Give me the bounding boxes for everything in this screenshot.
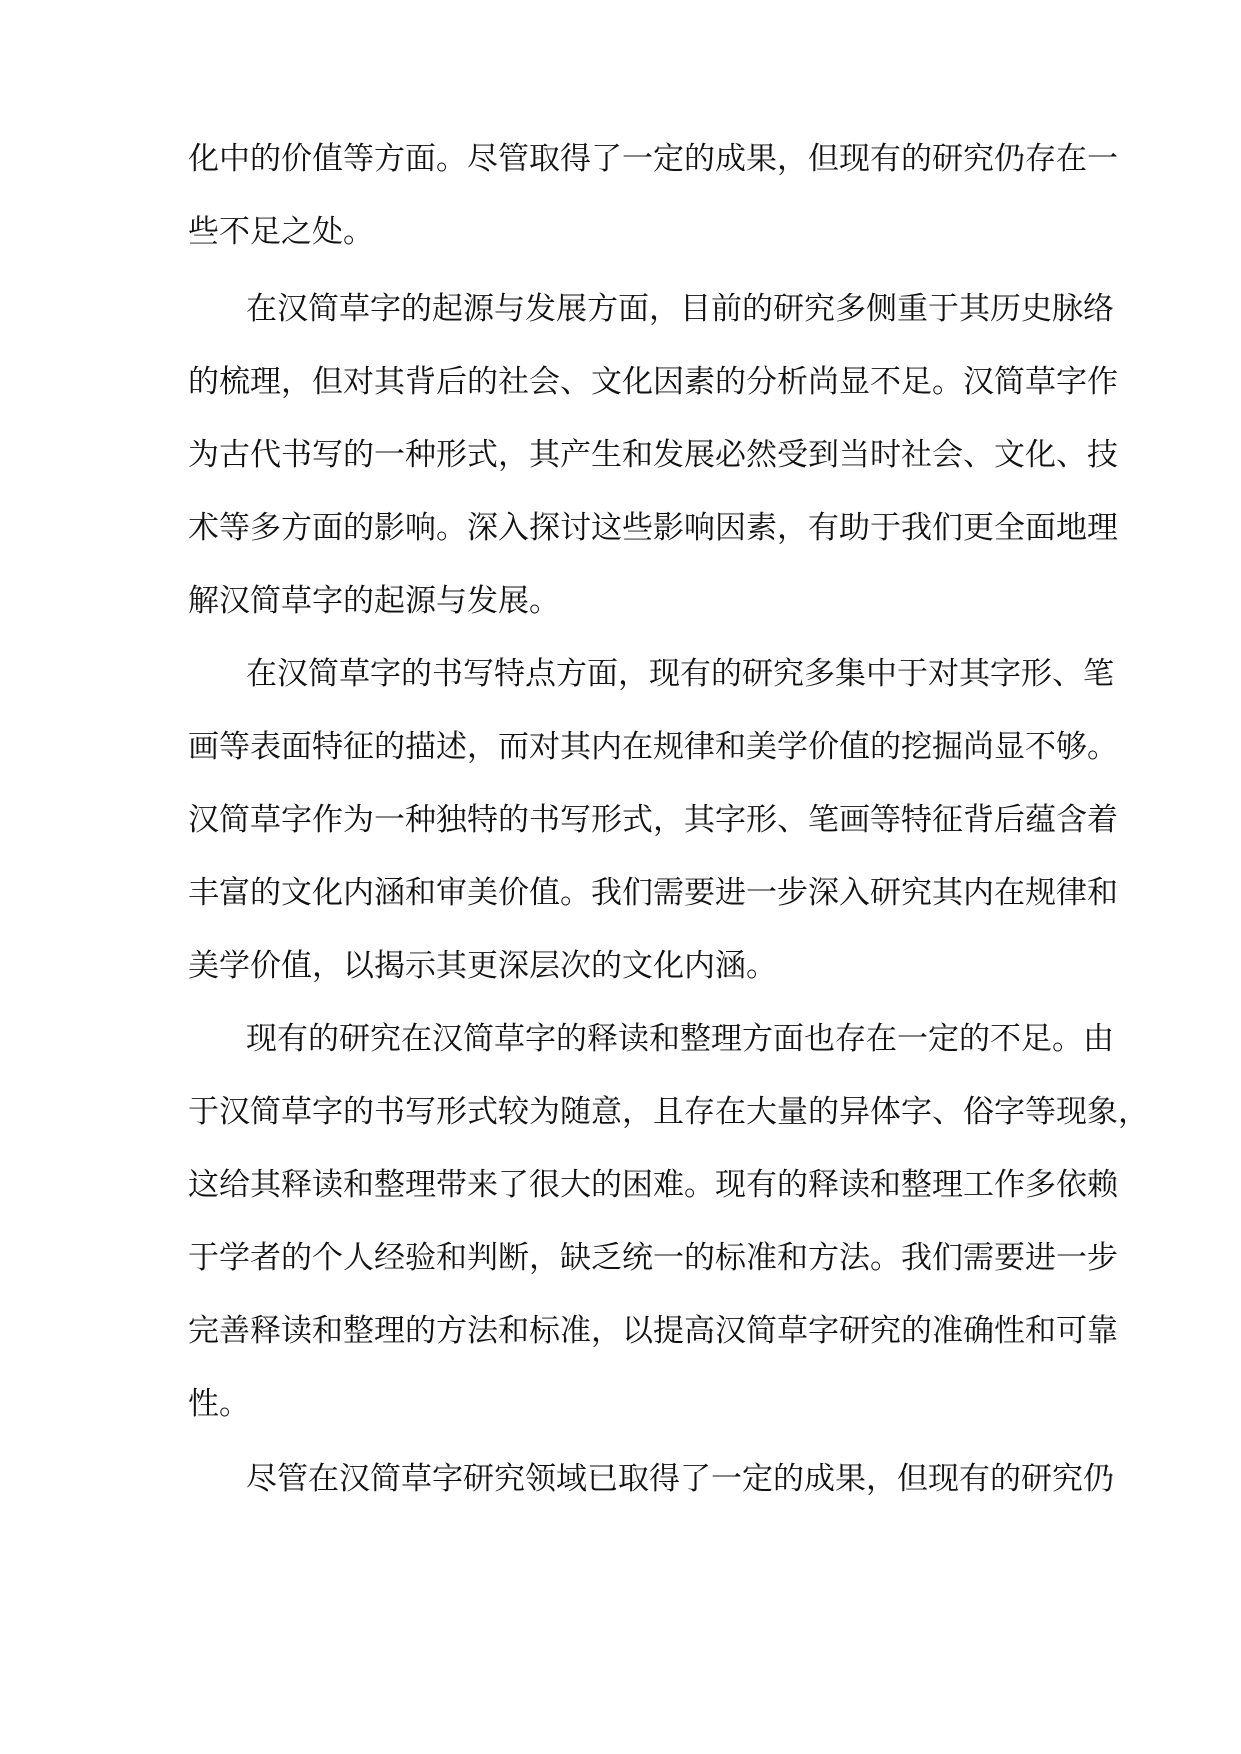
paragraph-first-line: 现有的研究在汉简草字的释读和整理方面也存在一定的不足。由 [246, 1021, 1114, 1057]
text-line: 的梳理，但对其背后的社会、文化因素的分析尚显不足。汉简草字作 [188, 364, 1118, 400]
paragraph-first-line: 在汉简草字的起源与发展方面，目前的研究多侧重于其历史脉络 [246, 291, 1114, 327]
text-line: 化中的价值等方面。尽管取得了一定的成果，但现有的研究仍存在一 [188, 141, 1118, 177]
text-line: 为古代书写的一种形式，其产生和发展必然受到当时社会、文化、技 [188, 437, 1118, 473]
text-line: 性。 [188, 1386, 250, 1422]
text-line: 丰富的文化内涵和审美价值。我们需要进一步深入研究其内在规律和 [188, 875, 1118, 911]
text-line: 画等表面特征的描述，而对其内在规律和美学价值的挖掘尚显不够。 [188, 729, 1118, 765]
text-line: 于汉简草字的书写形式较为随意，且存在大量的异体字、俗字等现象， [188, 1094, 1149, 1130]
text-line: 术等多方面的影响。深入探讨这些影响因素，有助于我们更全面地理 [188, 510, 1118, 546]
text-line: 完善释读和整理的方法和标准，以提高汉简草字研究的准确性和可靠 [188, 1313, 1118, 1349]
text-line: 汉简草字作为一种独特的书写形式，其字形、笔画等特征背后蕴含着 [188, 802, 1118, 838]
text-line: 美学价值，以揭示其更深层次的文化内涵。 [188, 948, 777, 984]
paragraph-first-line: 尽管在汉简草字研究领域已取得了一定的成果，但现有的研究仍 [246, 1461, 1114, 1497]
text-line: 这给其释读和整理带来了很大的困难。现有的释读和整理工作多依赖 [188, 1167, 1118, 1203]
text-line: 些不足之处。 [188, 214, 374, 250]
text-line: 于学者的个人经验和判断，缺乏统一的标准和方法。我们需要进一步 [188, 1240, 1118, 1276]
text-line: 解汉简草字的起源与发展。 [188, 583, 560, 619]
paragraph-first-line: 在汉简草字的书写特点方面，现有的研究多集中于对其字形、笔 [246, 656, 1114, 692]
